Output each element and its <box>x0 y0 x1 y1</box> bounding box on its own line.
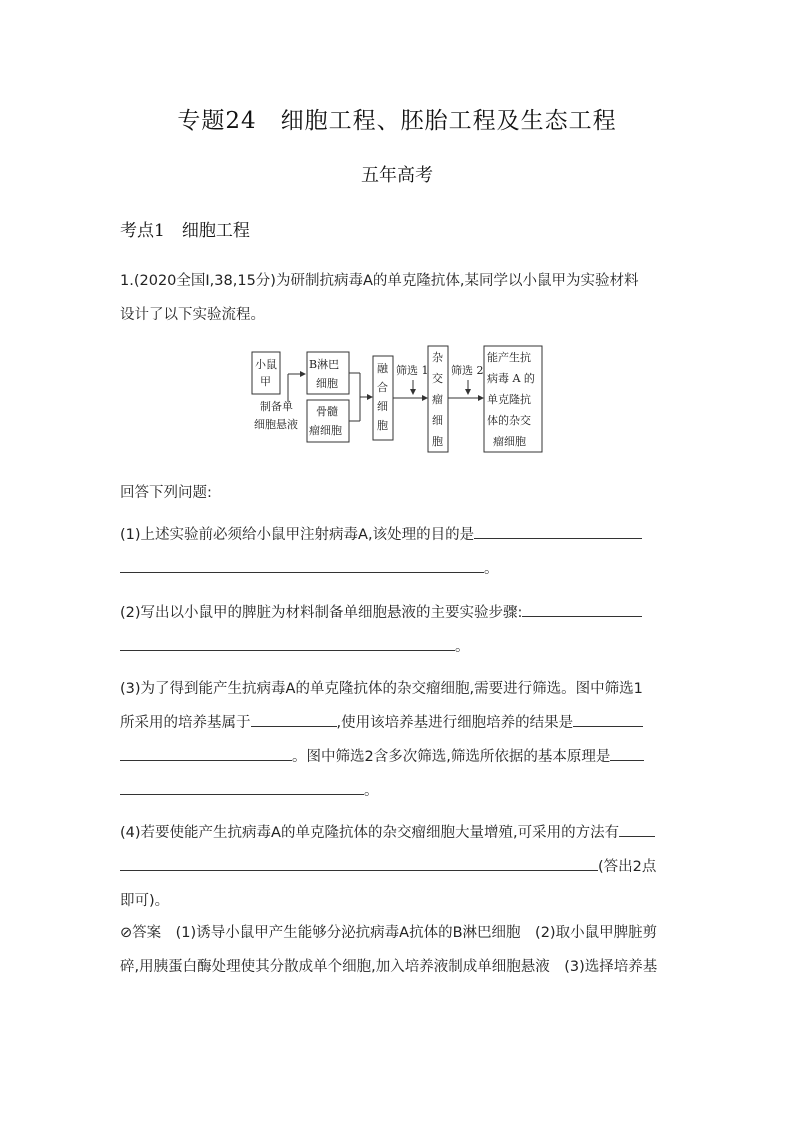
q4-blank-1[interactable] <box>619 818 655 837</box>
q3-text-c: ,使用该培养基进行细胞培养的结果是 <box>336 715 574 731</box>
result-line-4: 体的杂交 <box>487 414 531 427</box>
b-cell-label-1: B淋巴 <box>309 358 340 371</box>
q3-blank-principle-2[interactable] <box>120 776 364 795</box>
fusion-char-4: 胞 <box>377 419 388 432</box>
q2-period: 。 <box>455 639 470 655</box>
answer-block <box>120 916 680 984</box>
prep-label-2: 细胞悬液 <box>254 418 298 431</box>
q3-blank-medium[interactable] <box>251 708 337 727</box>
myeloma-label-2: 瘤细胞 <box>309 424 342 437</box>
question-3 <box>120 672 680 808</box>
question-4 <box>120 816 680 918</box>
hybridoma-char-2: 交 <box>432 372 443 385</box>
result-line-2: 病毒 A 的 <box>487 372 535 385</box>
question-2 <box>120 596 680 664</box>
q3-period: 。 <box>364 783 379 799</box>
page-title: 专题24 细胞工程、胚胎工程及生态工程 <box>177 108 617 134</box>
result-line-3: 单克隆抗 <box>487 393 531 406</box>
q4-text-a: (4)若要使能产生抗病毒A的单克隆抗体的杂交瘤细胞大量增殖,可采用的方法有 <box>120 825 620 841</box>
q3-line-1: (3)为了得到能产生抗病毒A的单克隆抗体的杂交瘤细胞,需要进行筛选。图中筛选1 <box>120 681 643 697</box>
screen-2-label: 筛选 2 <box>451 364 484 377</box>
section-heading: 考点1 细胞工程 <box>120 221 250 241</box>
q3-blank-result-2[interactable] <box>120 742 292 761</box>
screen-1-label: 筛选 1 <box>396 364 429 377</box>
q1-answer-blank-1[interactable] <box>474 520 642 539</box>
result-line-1: 能产生抗 <box>487 351 531 364</box>
q1-text: (1)上述实验前必须给小鼠甲注射病毒A,该处理的目的是 <box>120 527 475 543</box>
q3-blank-principle-1[interactable] <box>610 742 644 761</box>
q3-blank-result-1[interactable] <box>573 708 643 727</box>
mouse-label-1: 小鼠 <box>255 358 277 371</box>
intro-line-1: 1.(2020全国Ⅰ,38,15分)为研制抗病毒A的单克隆抗体,某同学以小鼠甲为实验材料 <box>120 273 639 289</box>
fusion-char-2: 合 <box>377 381 388 394</box>
question-1 <box>120 518 680 586</box>
myeloma-label-1: 骨髓 <box>316 405 338 418</box>
mouse-label-2: 甲 <box>260 375 271 388</box>
experiment-flow-diagram <box>250 344 550 456</box>
result-line-5: 瘤细胞 <box>493 435 526 448</box>
q4-text-b: (答出2点 <box>598 859 657 875</box>
question-prompt: 回答下列问题: <box>120 485 212 501</box>
q4-text-c: 即可)。 <box>120 893 170 909</box>
q2-answer-blank-1[interactable] <box>522 598 642 617</box>
hybridoma-char-3: 瘤 <box>432 393 443 406</box>
answer-line-1: ⊘答案 (1)诱导小鼠甲产生能够分泌抗病毒A抗体的B淋巴细胞 (2)取小鼠甲脾脏剪 <box>120 925 658 941</box>
prep-label-1: 制备单 <box>260 400 293 413</box>
page-subtitle: 五年高考 <box>361 165 433 186</box>
q1-period: 。 <box>484 561 499 577</box>
intro-line-2: 设计了以下实验流程。 <box>120 307 265 323</box>
hybridoma-char-1: 杂 <box>432 351 443 364</box>
answer-line-2: 碎,用胰蛋白酶处理使其分散成单个细胞,加入培养液制成单细胞悬液 (3)选择培养基 <box>120 959 658 975</box>
fusion-char-1: 融 <box>377 362 388 375</box>
q3-text-b: 所采用的培养基属于 <box>120 715 251 731</box>
q3-text-d: 。图中筛选2含多次筛选,筛选所依据的基本原理是 <box>292 749 611 765</box>
q1-answer-blank-2[interactable] <box>120 554 484 573</box>
q4-blank-2[interactable] <box>120 852 598 871</box>
hybridoma-char-5: 胞 <box>432 435 443 448</box>
hybridoma-char-4: 细 <box>432 414 443 427</box>
question-intro <box>120 264 680 332</box>
b-cell-label-2: 细胞 <box>316 377 338 390</box>
q2-answer-blank-2[interactable] <box>120 632 455 651</box>
fusion-char-3: 细 <box>377 400 388 413</box>
q2-text: (2)写出以小鼠甲的脾脏为材料制备单细胞悬液的主要实验步骤: <box>120 605 523 621</box>
